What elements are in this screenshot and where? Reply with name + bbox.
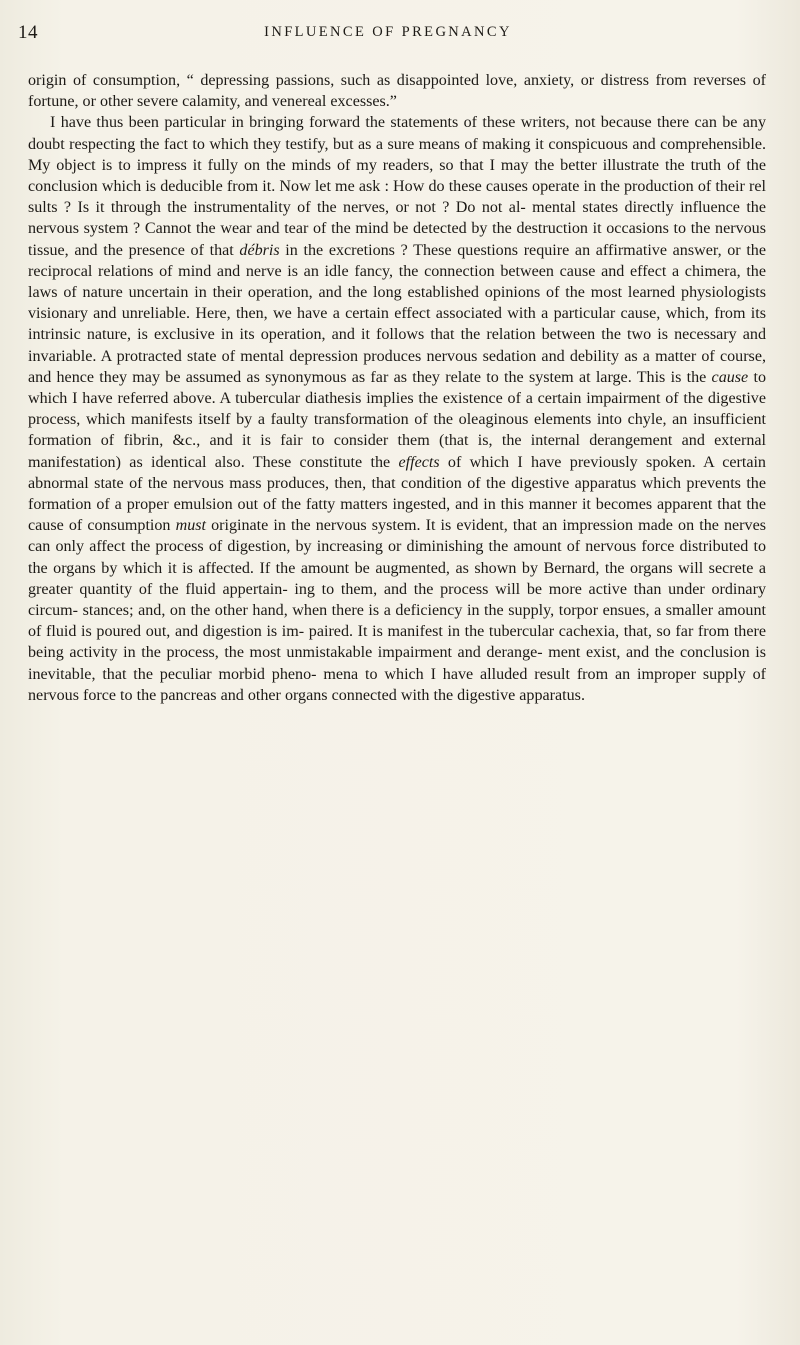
paragraph-continued: origin of consumption, “ depressing passions, such as disappointed love, anxiety, or distress from reverses of fortune, or other severe calamity, and venereal excesses.” <box>28 72 766 111</box>
page-header <box>18 22 758 46</box>
body-text <box>28 70 766 706</box>
italic-cause: cause <box>711 368 749 386</box>
italic-effects: effects <box>398 453 440 471</box>
text-run: to which I have referred above. A tubercular diathesis implies the existence of a certain impairment of the digestive process, which manifests itself by a faulty transformation of the oleaginous elements into chyle, an insufficient formation of fibrin, &c., and it is fair to consider them (that is, the internal derangement and external manifestation) as identical also. These constitute the <box>28 368 766 471</box>
text-run: I have thus been particular in bringing forward the statements of these writers, not because there can be any doubt respecting the fact to which they testify, but as a sure means of making it conspicuous and comprehensible. My object is to impress it fully on the minds of my readers, so that I may the better illustrate the truth of the conclusion which is deducible from it. Now let me ask : How do these causes operate in the production of their rel sults ? Is it through the instrumentality of the nerves, or not ? Do not al- mental states directly influence the nervous system ? Cannot the wear and tear of the mind be detected by the destruction it occasions to the nervous tissue, and the presence of that <box>28 114 766 259</box>
page-number: 14 <box>18 22 38 43</box>
text-run: of which I have previously spoken. A certain abnormal state of the nervous mass produces, then, that condition of the digestive apparatus which prevents the formation of a proper emulsion out of the fatty matters ingested, and in this manner it becomes apparent that the cause of consumption <box>28 453 766 535</box>
italic-debris: débris <box>239 241 280 259</box>
text-run: originate in the nervous system. It is evident, that an impression made on the nerves can only affect the process of digestion, by increasing or diminishing the amount of nervous force distributed to the organs by which it is affected. If the amount be augmented, as shown by Bernard, the organs will secrete a greater quantity of the fluid appertain- ing to them, and the process will be more active than under ordinary circum- stances; and, on the other hand, when there is a deficiency in the supply, torpor ensues, a smaller amount of fluid is poured out, and digestion is im- paired. It is manifest in the tubercular cachexia, that, so far from there being activity in the process, the most unmistakable impairment and derange- ment exist, and the conclusion is inevitable, that the peculiar morbid pheno- mena to which I have alluded result from an improper supply of nervous force to the pancreas and other organs connected with the digestive apparatus. <box>28 517 766 704</box>
italic-must: must <box>175 517 206 535</box>
text-run: in the excretions ? These questions require an affirmative answer, or the reciprocal relations of mind and nerve is an idle fancy, the connection between cause and effect a chimera, the laws of nature uncertain in their operation, and the long established opinions of the most learned physiologists visionary and unreliable. Here, then, we have a certain effect associated with a particular cause, which, from its intrinsic nature, is exclusive in its operation, and it follows that the relation between the two is necessary and invariable. A protracted state of mental depression produces nervous sedation and debility as a matter of course, and hence they may be assumed as synonymous as far as they relate to the system at large. This is the <box>28 241 766 386</box>
running-head: INFLUENCE OF PREGNANCY <box>264 24 512 40</box>
paragraph <box>28 112 766 706</box>
